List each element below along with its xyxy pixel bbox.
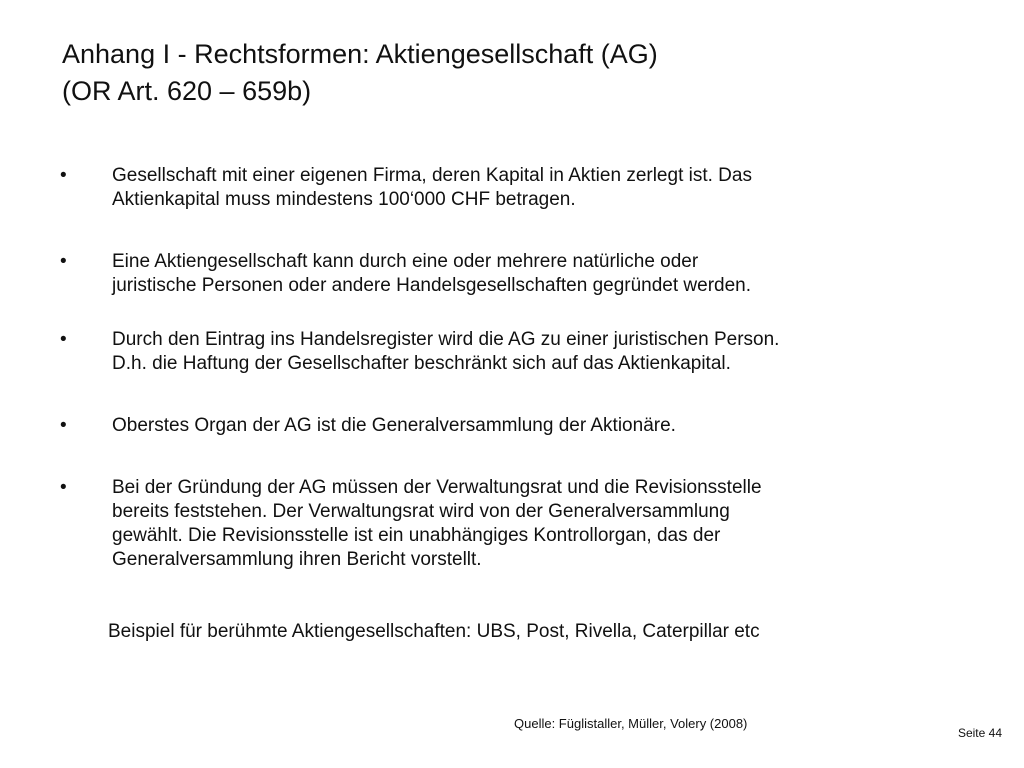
bullet-text: Eine Aktiengesellschaft kann durch eine oder mehrere natürliche oder juristische Personen oder andere Handelsgesellschaften gegründet werden. (112, 251, 752, 296)
bullet-icon: • (60, 415, 67, 436)
bullet-text: Bei der Gründung der AG müssen der Verwaltungsrat und die Revisionsstelle bereits feststehen. Der Verwaltungsrat wird von der Generalversammlung gewählt. Die Revisionsstelle ist ein unabhängiges Kontrollorgan, das der Generalversammlung ihren Bericht vorstellt. (112, 477, 762, 570)
bullet-item (60, 250, 960, 298)
bullet-icon: • (60, 477, 67, 498)
bullet-list (60, 164, 960, 572)
source-citation: Quelle: Füglistaller, Müller, Volery (2008) (514, 716, 748, 731)
bullet-text: Durch den Eintrag ins Handelsregister wird die AG zu einer juristischen Person. D.h. die Haftung der Gesellschafter beschränkt sich auf das Aktienkapital. (112, 329, 780, 374)
bullet-item (60, 164, 960, 212)
bullet-item (60, 328, 960, 376)
bullet-text: Oberstes Organ der AG ist die Generalversammlung der Aktionäre. (112, 415, 676, 436)
slide-title-line-1: Anhang I - Rechtsformen: Aktiengesellschaft (AG) (62, 39, 658, 69)
slide-title-line-2: (OR Art. 620 – 659b) (62, 76, 312, 106)
example-text: Beispiel für berühmte Aktiengesellschaften: UBS, Post, Rivella, Caterpillar etc (108, 621, 760, 642)
bullet-icon: • (60, 329, 67, 350)
slide-title (62, 36, 962, 110)
page-number: Seite 44 (957, 726, 1002, 740)
bullet-icon: • (60, 251, 67, 272)
bullet-icon: • (60, 165, 67, 186)
bullet-text: Gesellschaft mit einer eigenen Firma, deren Kapital in Aktien zerlegt ist. Das Aktienkapital muss mindestens 100‘000 CHF betragen. (112, 165, 752, 210)
bullet-item (60, 414, 960, 438)
bullet-item (60, 476, 960, 572)
